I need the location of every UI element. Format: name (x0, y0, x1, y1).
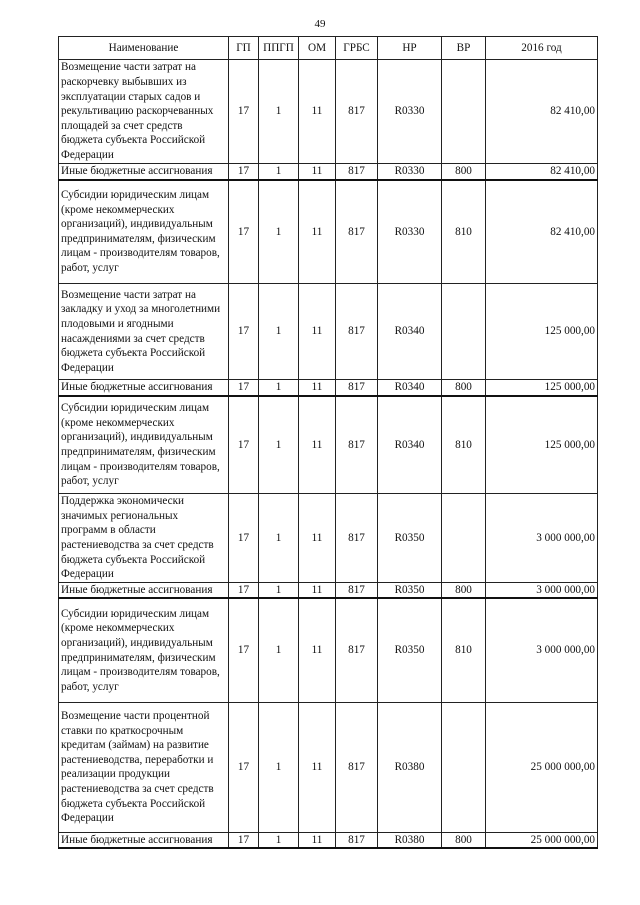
row-vr: 800 (442, 582, 486, 598)
row-om: 11 (299, 284, 336, 380)
row-amount: 125 000,00 (486, 396, 598, 494)
row-grbs: 817 (336, 702, 378, 832)
row-np: R0350 (378, 494, 442, 583)
row-ppgp: 1 (259, 284, 299, 380)
row-gp: 17 (229, 164, 259, 180)
table-row (59, 598, 598, 702)
row-np: R0330 (378, 164, 442, 180)
page-number: 49 (314, 18, 326, 30)
table-row (59, 832, 598, 848)
table-header-row (59, 37, 598, 60)
header-ppgp: ППГП (259, 37, 299, 60)
row-name: Субсидии юридическим лицам (кроме некоммерческих организаций), индивидуальным предпринимателям, физическим лицам - производителям товаров, работ, услуг (59, 180, 229, 284)
row-om: 11 (299, 180, 336, 284)
row-ppgp: 1 (259, 180, 299, 284)
row-name: Иные бюджетные ассигнования (59, 582, 229, 598)
row-ppgp: 1 (259, 598, 299, 702)
row-np: R0340 (378, 380, 442, 396)
header-year: 2016 год (486, 37, 598, 60)
row-ppgp: 1 (259, 60, 299, 164)
row-amount: 3 000 000,00 (486, 582, 598, 598)
row-grbs: 817 (336, 60, 378, 164)
row-np: R0350 (378, 582, 442, 598)
row-vr: 800 (442, 164, 486, 180)
row-vr (442, 284, 486, 380)
row-gp: 17 (229, 832, 259, 848)
row-om: 11 (299, 832, 336, 848)
row-grbs: 817 (336, 164, 378, 180)
row-name: Возмещение части процентной ставки по краткосрочным кредитам (займам) на развитие растениеводства, переработки и реализации продукции растениеводства за счет средств бюджета субъекта Российской Федерации (59, 702, 229, 832)
header-vr: ВР (442, 37, 486, 60)
row-gp: 17 (229, 494, 259, 583)
row-gp: 17 (229, 598, 259, 702)
row-grbs: 817 (336, 582, 378, 598)
table-row (59, 702, 598, 832)
row-gp: 17 (229, 284, 259, 380)
row-np: R0350 (378, 598, 442, 702)
row-gp: 17 (229, 380, 259, 396)
row-ppgp: 1 (259, 380, 299, 396)
table-row (59, 582, 598, 598)
row-grbs: 817 (336, 180, 378, 284)
budget-table (58, 36, 598, 849)
row-grbs: 817 (336, 284, 378, 380)
row-grbs: 817 (336, 832, 378, 848)
row-name: Поддержка экономически значимых региональных программ в области растениеводства за счет средств бюджета субъекта Российской Федерации (59, 494, 229, 583)
table-row (59, 284, 598, 380)
row-grbs: 817 (336, 380, 378, 396)
header-grbs: ГРБС (336, 37, 378, 60)
row-gp: 17 (229, 702, 259, 832)
row-amount: 82 410,00 (486, 60, 598, 164)
header-gp: ГП (229, 37, 259, 60)
table-row (59, 180, 598, 284)
row-om: 11 (299, 396, 336, 494)
row-amount: 125 000,00 (486, 284, 598, 380)
header-np: НР (378, 37, 442, 60)
row-grbs: 817 (336, 396, 378, 494)
row-np: R0340 (378, 396, 442, 494)
row-amount: 125 000,00 (486, 380, 598, 396)
row-np: R0330 (378, 180, 442, 284)
row-amount: 82 410,00 (486, 180, 598, 284)
row-om: 11 (299, 598, 336, 702)
row-om: 11 (299, 380, 336, 396)
row-name: Возмещение части затрат на раскорчевку выбывших из эксплуатации старых садов и рекультивацию раскорчеванных площадей за счет средств бюджета субъекта Российской Федерации (59, 60, 229, 164)
row-grbs: 817 (336, 494, 378, 583)
row-np: R0380 (378, 702, 442, 832)
row-vr: 800 (442, 832, 486, 848)
row-gp: 17 (229, 582, 259, 598)
row-amount: 82 410,00 (486, 164, 598, 180)
row-gp: 17 (229, 396, 259, 494)
row-om: 11 (299, 702, 336, 832)
row-ppgp: 1 (259, 164, 299, 180)
row-amount: 3 000 000,00 (486, 598, 598, 702)
header-om: ОМ (299, 37, 336, 60)
row-om: 11 (299, 494, 336, 583)
row-np: R0380 (378, 832, 442, 848)
table-row (59, 396, 598, 494)
row-om: 11 (299, 60, 336, 164)
row-ppgp: 1 (259, 582, 299, 598)
row-om: 11 (299, 164, 336, 180)
table-row (59, 380, 598, 396)
header-name: Наименование (59, 37, 229, 60)
row-vr: 800 (442, 380, 486, 396)
row-ppgp: 1 (259, 702, 299, 832)
row-amount: 25 000 000,00 (486, 832, 598, 848)
row-gp: 17 (229, 180, 259, 284)
table-row (59, 60, 598, 164)
row-gp: 17 (229, 60, 259, 164)
table-row (59, 164, 598, 180)
row-vr (442, 494, 486, 583)
row-name: Иные бюджетные ассигнования (59, 832, 229, 848)
row-vr: 810 (442, 180, 486, 284)
row-np: R0340 (378, 284, 442, 380)
row-vr: 810 (442, 396, 486, 494)
row-vr (442, 60, 486, 164)
row-ppgp: 1 (259, 832, 299, 848)
row-name: Субсидии юридическим лицам (кроме некоммерческих организаций), индивидуальным предпринимателям, физическим лицам - производителям товаров, работ, услуг (59, 396, 229, 494)
row-name: Иные бюджетные ассигнования (59, 380, 229, 396)
row-ppgp: 1 (259, 396, 299, 494)
row-np: R0330 (378, 60, 442, 164)
row-grbs: 817 (336, 598, 378, 702)
row-name: Иные бюджетные ассигнования (59, 164, 229, 180)
row-ppgp: 1 (259, 494, 299, 583)
row-amount: 3 000 000,00 (486, 494, 598, 583)
row-om: 11 (299, 582, 336, 598)
row-vr (442, 702, 486, 832)
table-row (59, 494, 598, 583)
row-amount: 25 000 000,00 (486, 702, 598, 832)
row-vr: 810 (442, 598, 486, 702)
row-name: Возмещение части затрат на закладку и уход за многолетними плодовыми и ягодными насаждениями за счет средств бюджета субъекта Российской Федерации (59, 284, 229, 380)
row-name: Субсидии юридическим лицам (кроме некоммерческих организаций), индивидуальным предпринимателям, физическим лицам - производителям товаров, работ, услуг (59, 598, 229, 702)
